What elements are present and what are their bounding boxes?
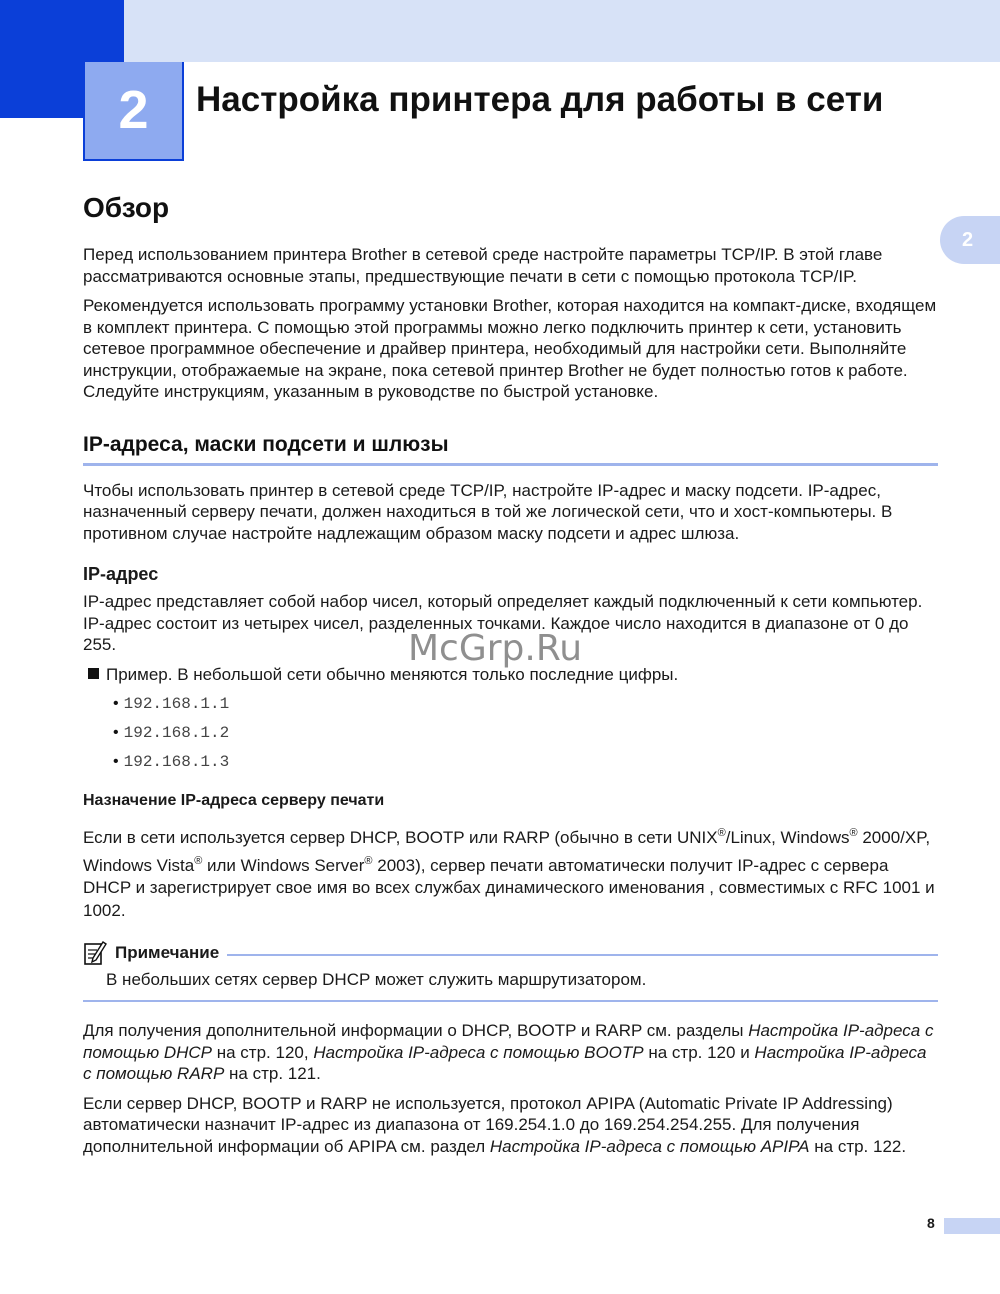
note-text: В небольших сетях сервер DHCP может служить маршрутизатором. bbox=[106, 970, 647, 989]
overview-paragraph-2: Рекомендуется использовать программу установки Brother, которая находится на компакт-диске, входящем в комплект принтера. С помощью этой программы можно легко подключить принтер к сети, установить сетевое программное обеспечение и драйвер принтера, необходимый для настройки сети. Выполняйте инструкции, отображаемые на экране, пока сетевой принтер Brother не будет полностью готов к работе. Следуйте инструкциям, указанным в руководстве по быстрой установке. bbox=[83, 296, 937, 401]
ip-section-heading: IP-адреса, маски подсети и шлюзы bbox=[83, 433, 938, 466]
overview-paragraph-1: Перед использованием принтера Brother в сетевой среде настройте параметры TCP/IP. В этой главе рассматриваются основные этапы, предшествующие печати в сети с помощью протокола TCP/IP. bbox=[83, 245, 883, 286]
ip-example-item: • 192.168.1.3 bbox=[113, 747, 938, 776]
link-apipa: Настройка IP-адреса с помощью APIPA bbox=[489, 1136, 810, 1156]
ip-example-item: • 192.168.1.1 bbox=[113, 689, 938, 718]
chapter-number-box: 2 bbox=[83, 62, 184, 161]
overview-heading: Обзор bbox=[83, 192, 170, 223]
note-box bbox=[83, 940, 938, 1002]
page-number: 8 bbox=[927, 1215, 935, 1231]
header-band bbox=[0, 0, 1000, 62]
note-pencil-icon bbox=[83, 940, 107, 966]
link-bootp: Настройка IP-адреса с помощью BOOTP bbox=[313, 1042, 644, 1062]
link-rarp: Настройка IP-адреса с помощью RARP bbox=[83, 1042, 927, 1083]
example-text: Пример. В небольшой сети обычно меняются только последние цифры. bbox=[106, 664, 679, 684]
assign-paragraph: Если в сети используется сервер DHCP, BOOTP или RARP (обычно в сети UNIX®/Linux, Windows® 2000/XP, Windows Vista® или Windows Server® 2003), сервер печати автоматически получит IP-адрес с сервера DHCP и зарегистрирует свое имя во всех службах динамического именования , совместимых с RFC 1001 и 1002. bbox=[83, 827, 935, 920]
page-content bbox=[83, 192, 938, 1165]
watermark: McGrp.Ru bbox=[408, 628, 583, 669]
ip-example-list bbox=[83, 689, 938, 776]
note-divider bbox=[227, 954, 938, 956]
ip-address-heading: IP-адрес bbox=[83, 564, 159, 584]
ip-example-item: • 192.168.1.2 bbox=[113, 718, 938, 747]
apipa-paragraph: Если сервер DHCP, BOOTP и RARP не используется, протокол APIPA (Automatic Private IP Addressing) автоматически назначит IP-адрес из диапазона от 169.254.1.0 до 169.254.254.255. Для получения дополнительной информации об APIPA см. раздел Настройка IP-адреса с помощью APIPA на стр. 122. bbox=[83, 1093, 907, 1156]
square-bullet-icon bbox=[88, 668, 99, 679]
link-dhcp: Настройка IP-адреса с помощью DHCP bbox=[83, 1021, 934, 1062]
assign-heading: Назначение IP-адреса серверу печати bbox=[83, 792, 385, 809]
ip-address-paragraph: IP-адрес представляет собой набор чисел, который определяет каждый подключенный к сети компьютер. IP-адрес состоит из четырех чисел, разделенных точками. Каждое число находится в диапазоне от 0 до 255. bbox=[83, 592, 923, 654]
note-title: Примечание bbox=[115, 943, 220, 962]
chapter-title: Настройка принтера для работы в сети bbox=[196, 80, 884, 119]
more-info-paragraph: Для получения дополнительной информации о DHCP, BOOTP и RARP см. разделы Настройка IP-адреса с помощью DHCP на стр. 120, Настройка IP-адреса с помощью BOOTP на стр. 120 и Настройка IP-адреса с помощью RARP на стр. 121. bbox=[83, 1021, 934, 1083]
page-number-bar bbox=[944, 1218, 1000, 1234]
chapter-side-tab: 2 bbox=[940, 216, 1000, 264]
ip-section-paragraph: Чтобы использовать принтер в сетевой среде TCP/IP, настройте IP-адрес и маску подсети. IP-адрес, назначенный серверу печати, должен находиться в той же логической сети, что и хост-компьютеры. В противном случае настройте надлежащим образом маску подсети и адрес шлюза. bbox=[83, 480, 893, 543]
